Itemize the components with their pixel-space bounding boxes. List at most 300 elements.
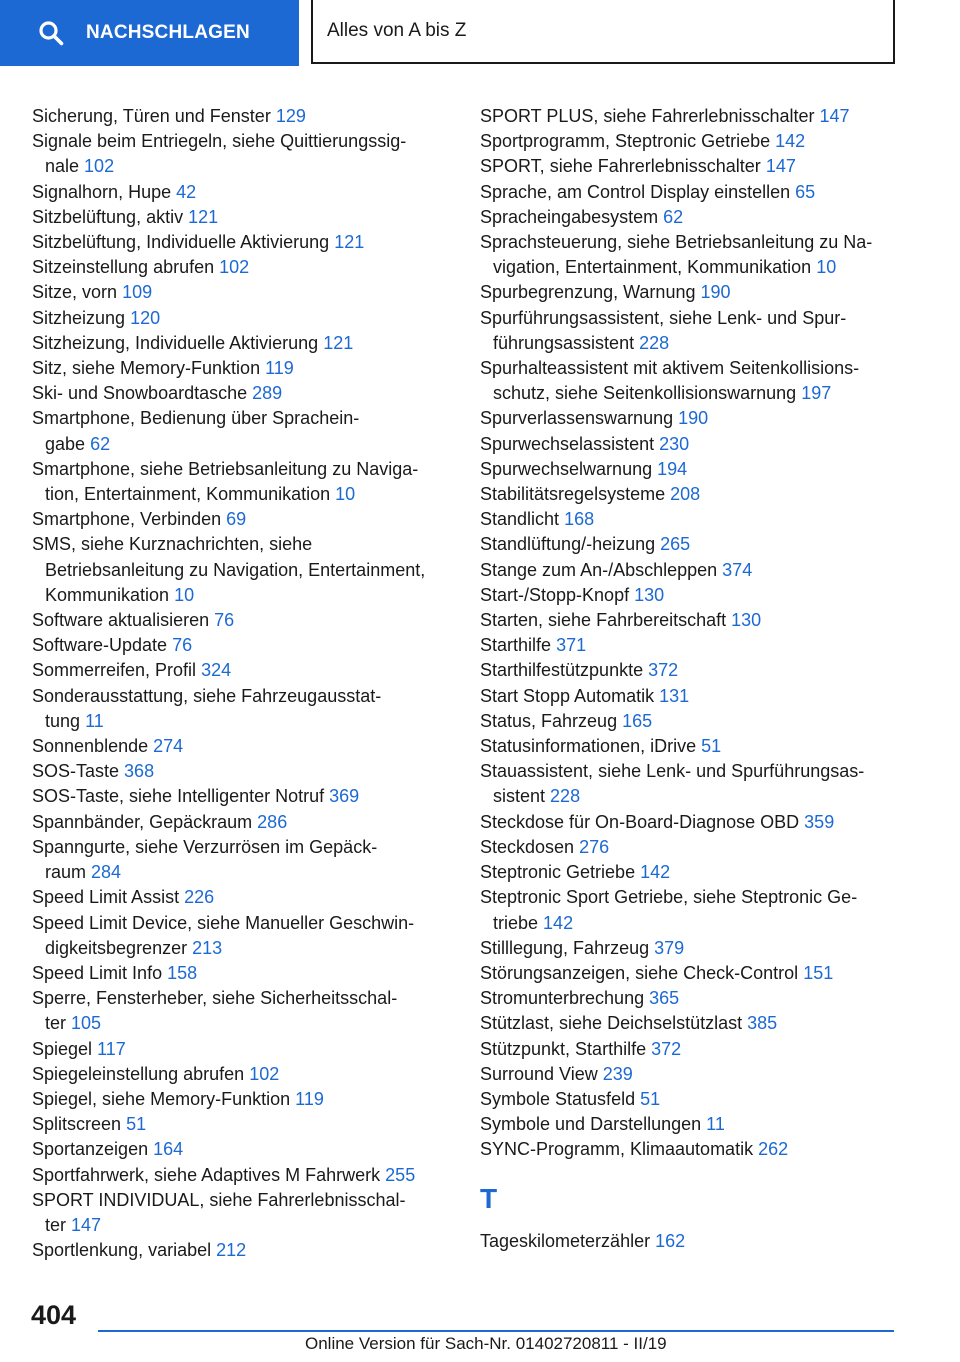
index-entry-term: SOS-Taste	[32, 761, 120, 782]
page-reference-link[interactable]: 11	[85, 710, 104, 731]
index-entry-line	[32, 306, 452, 331]
index-entry-line	[480, 885, 900, 910]
index-entry-term: Sitzheizung, Individuelle Aktivierung	[32, 332, 319, 353]
index-entry	[480, 280, 900, 305]
page-reference-link[interactable]: 359	[804, 811, 835, 832]
page-reference-link[interactable]: 119	[265, 358, 294, 379]
index-entry-line	[480, 255, 900, 280]
index-entry-term: Smartphone, siehe Betriebsanleitung zu Naviga-	[32, 458, 419, 479]
index-entry-line	[480, 507, 900, 532]
page-reference-link[interactable]: 117	[97, 1038, 126, 1059]
page-reference-link[interactable]: 226	[184, 887, 215, 908]
page-reference-link[interactable]: 374	[722, 559, 753, 580]
index-entry-term: Speed Limit Assist	[32, 887, 180, 908]
index-entry	[480, 885, 900, 935]
page-reference-link[interactable]: 158	[167, 962, 198, 983]
index-entry	[480, 734, 900, 759]
index-entry-term: SYNC-Programm, Klimaautomatik	[480, 1139, 754, 1160]
index-entry	[32, 633, 452, 658]
page-reference-link[interactable]: 324	[201, 660, 232, 681]
index-entry-line	[480, 608, 900, 633]
index-column-left	[32, 104, 452, 1263]
index-entry-line	[480, 860, 900, 885]
index-entry	[32, 356, 452, 381]
index-entry-term: Stützpunkt, Starthilfe	[480, 1038, 647, 1059]
index-entry-line	[480, 911, 900, 936]
index-entry	[32, 457, 452, 507]
index-entry-line	[32, 633, 452, 658]
page-reference-link[interactable]: 212	[216, 1240, 247, 1261]
index-entry-line	[32, 961, 452, 986]
index-entry-line	[32, 784, 452, 809]
page-reference-link[interactable]: 165	[622, 710, 653, 731]
index-entry	[480, 558, 900, 583]
index-entry	[480, 205, 900, 230]
page-reference-link[interactable]: 142	[640, 862, 671, 883]
page-reference-link[interactable]: 105	[71, 1013, 102, 1034]
index-entry-line	[480, 1229, 900, 1254]
index-entry-line	[32, 759, 452, 784]
index-entry	[32, 104, 452, 129]
index-entry-term: Signalhorn, Hupe	[32, 181, 172, 202]
index-entry	[480, 1011, 900, 1036]
index-entry-term: Speed Limit Info	[32, 962, 163, 983]
index-entry-line	[32, 507, 452, 532]
index-entry-line	[480, 1062, 900, 1087]
page-reference-link[interactable]: 190	[678, 408, 709, 429]
page-reference-link[interactable]: 147	[71, 1214, 102, 1235]
page-reference-link[interactable]: 385	[747, 1013, 778, 1034]
index-entry-line	[480, 784, 900, 809]
index-entry	[480, 658, 900, 683]
page-reference-link[interactable]: 276	[579, 836, 610, 857]
index-entry	[32, 1163, 452, 1188]
index-entries-right	[480, 104, 900, 1163]
page-reference-link[interactable]: 365	[649, 988, 680, 1009]
page-reference-link[interactable]: 130	[731, 610, 762, 631]
page-reference-link[interactable]: 51	[126, 1114, 147, 1135]
index-entry-term: Ski- und Snowboardtasche	[32, 383, 248, 404]
page-reference-link[interactable]: 102	[84, 156, 115, 177]
index-entry-line	[32, 1213, 452, 1238]
index-entry-term: Steckdosen	[480, 836, 575, 857]
index-entry-term: sistent	[493, 786, 546, 807]
page-reference-link[interactable]: 130	[634, 584, 665, 605]
index-entry	[480, 961, 900, 986]
page-reference-link[interactable]: 228	[639, 332, 670, 353]
index-entry	[480, 1087, 900, 1112]
index-entry	[32, 129, 452, 179]
index-entry	[32, 1087, 452, 1112]
index-entry-line	[480, 734, 900, 759]
index-entry	[480, 482, 900, 507]
page-reference-link[interactable]: 230	[659, 433, 690, 454]
index-entry-term: Sportlenkung, variabel	[32, 1240, 212, 1261]
index-entry-term: raum	[45, 862, 87, 883]
index-entry	[32, 381, 452, 406]
index-entry	[32, 784, 452, 809]
page-reference-link[interactable]: 69	[226, 509, 247, 530]
page-reference-link[interactable]: 190	[700, 282, 731, 303]
index-entry-term: tung	[45, 710, 81, 731]
page-reference-link[interactable]: 65	[795, 181, 816, 202]
index-entry-term: Spurwechselwarnung	[480, 458, 653, 479]
index-entry-line	[32, 1137, 452, 1162]
index-entry-term: Start-/Stopp-Knopf	[480, 584, 630, 605]
index-entry-line	[32, 154, 452, 179]
index-entry-term: Sprache, am Control Display einstellen	[480, 181, 791, 202]
header	[0, 0, 960, 66]
index-entry	[32, 684, 452, 734]
index-entry-term: Spurführungsassistent, siehe Lenk- und Spur-	[480, 307, 847, 328]
index-entry	[32, 205, 452, 230]
index-entry-term: Sportfahrwerk, siehe Adaptives M Fahrwerk	[32, 1164, 381, 1185]
index-entry-line	[32, 911, 452, 936]
index-entry-term: Sitzheizung	[32, 307, 126, 328]
index-entry-term: führungsassistent	[493, 332, 635, 353]
index-entry	[480, 633, 900, 658]
index-entry-line	[32, 810, 452, 835]
index-entry-line	[480, 1011, 900, 1036]
index-entry-line	[32, 230, 452, 255]
index-entry-line	[32, 860, 452, 885]
index-entry	[480, 306, 900, 356]
page-reference-link[interactable]: 265	[660, 534, 691, 555]
index-entry	[32, 331, 452, 356]
index-entry-term: Stützlast, siehe Deichselstützlast	[480, 1013, 743, 1034]
search-tab-label: NACHSCHLAGEN	[86, 22, 250, 43]
index-entry-term: ter	[45, 1214, 67, 1235]
index-entry-term: Starthilfe	[480, 635, 552, 656]
index-entry-line	[480, 381, 900, 406]
index-entry-line	[32, 936, 452, 961]
index-entry-line	[32, 532, 452, 557]
page-reference-link[interactable]: 255	[385, 1164, 416, 1185]
index-entry-line	[32, 432, 452, 457]
index-entry-line	[32, 986, 452, 1011]
index-entry	[32, 1188, 452, 1238]
index-entry	[480, 457, 900, 482]
page-reference-link[interactable]: 368	[124, 761, 155, 782]
page-reference-link[interactable]: 102	[219, 257, 250, 278]
index-entry	[480, 180, 900, 205]
index-entry-line	[32, 658, 452, 683]
index-entry-line	[480, 230, 900, 255]
index-entry-term: Steptronic Sport Getriebe, siehe Steptronic Ge-	[480, 887, 858, 908]
page-reference-link[interactable]: 42	[176, 181, 197, 202]
page-reference-link[interactable]: 76	[214, 610, 235, 631]
index-entry-line	[480, 406, 900, 431]
index-entry	[32, 507, 452, 532]
index-entry-line	[32, 129, 452, 154]
index-column-right	[480, 104, 900, 1254]
index-entry-term: SPORT INDIVIDUAL, siehe Fahrerlebnisschal-	[32, 1189, 406, 1210]
page-reference-link[interactable]: 142	[543, 912, 574, 933]
index-entry-term: Sprachsteuerung, siehe Betriebsanleitung zu Na-	[480, 232, 873, 253]
index-entry	[32, 532, 452, 608]
index-entry-line	[32, 180, 452, 205]
index-entry-line	[32, 205, 452, 230]
index-entry-line	[480, 180, 900, 205]
page-reference-link[interactable]: 51	[640, 1088, 661, 1109]
page-reference-link[interactable]: 284	[91, 862, 122, 883]
page-reference-link[interactable]: 369	[329, 786, 360, 807]
page-reference-link[interactable]: 289	[252, 383, 283, 404]
index-entry-line	[480, 331, 900, 356]
index-entry-line	[32, 835, 452, 860]
index-entry-term: Spiegel, siehe Memory-Funktion	[32, 1088, 291, 1109]
index-entry-line	[480, 658, 900, 683]
page-reference-link[interactable]: 62	[663, 206, 684, 227]
index-entry-line	[32, 1062, 452, 1087]
index-entry-term: Sitzeinstellung abrufen	[32, 257, 215, 278]
page-reference-link[interactable]: 147	[819, 106, 850, 126]
page-reference-link[interactable]: 162	[655, 1230, 686, 1251]
page-reference-link[interactable]: 76	[172, 635, 193, 656]
index-entry-term: Splitscreen	[32, 1114, 122, 1135]
index-entry-line	[480, 1112, 900, 1137]
index-entry-line	[480, 583, 900, 608]
page-reference-link[interactable]: 121	[188, 206, 219, 227]
index-entry-line	[32, 885, 452, 910]
index-entry-line	[32, 1163, 452, 1188]
page-reference-link[interactable]: 121	[323, 332, 354, 353]
index-entry-term: Standlüftung/-heizung	[480, 534, 656, 555]
page-reference-link[interactable]: 194	[657, 458, 688, 479]
page-reference-link[interactable]: 51	[701, 736, 722, 757]
index-entry-line	[480, 810, 900, 835]
footer-version-text: Online Version für Sach-Nr. 01402720811 - II/19	[305, 1334, 667, 1353]
page-reference-link[interactable]: 151	[803, 962, 834, 983]
index-entry-term: Steckdose für On-Board-Diagnose OBD	[480, 811, 800, 832]
index-entry-term: Sportprogramm, Steptronic Getriebe	[480, 131, 771, 152]
index-entry-term: Spracheingabesystem	[480, 206, 659, 227]
page-reference-link[interactable]: 371	[556, 635, 587, 656]
index-entry-term: Software-Update	[32, 635, 168, 656]
index-entry-line	[480, 961, 900, 986]
index-entry-term: schutz, siehe Seitenkollisionswarnung	[493, 383, 797, 404]
page-reference-link[interactable]: 262	[758, 1139, 789, 1160]
index-entry-term: digkeitsbegrenzer	[45, 937, 188, 958]
index-entry	[480, 986, 900, 1011]
index-entry-line	[480, 759, 900, 784]
page-reference-link[interactable]: 10	[335, 484, 356, 505]
index-entry-line	[32, 608, 452, 633]
page-reference-link[interactable]: 121	[334, 232, 365, 253]
index-entry-line	[32, 356, 452, 381]
index-entry-line	[480, 633, 900, 658]
index-entry	[480, 936, 900, 961]
index-entry-line	[480, 532, 900, 557]
index-entry	[32, 835, 452, 885]
index-entry	[480, 1037, 900, 1062]
index-entry-term: Spurwechselassistent	[480, 433, 655, 454]
page-reference-link[interactable]: 10	[816, 257, 837, 278]
index-entry-line	[480, 936, 900, 961]
index-entry	[480, 835, 900, 860]
index-entry-term: tion, Entertainment, Kommunikation	[45, 484, 331, 505]
page-reference-link[interactable]: 379	[654, 937, 685, 958]
page-reference-link[interactable]: 213	[192, 937, 223, 958]
page-reference-link[interactable]: 372	[651, 1038, 682, 1059]
index-entry-term: Spiegeleinstellung abrufen	[32, 1063, 245, 1084]
index-entry	[480, 507, 900, 532]
index-entry	[480, 608, 900, 633]
search-icon	[38, 20, 64, 46]
index-entry-term: Betriebsanleitung zu Navigation, Entertainment,	[45, 559, 426, 580]
page-reference-link[interactable]: 286	[257, 811, 288, 832]
index-entry	[480, 1137, 900, 1162]
page-reference-link[interactable]: 119	[295, 1088, 324, 1109]
index-entry-line	[32, 1037, 452, 1062]
index-entry-line	[32, 558, 452, 583]
index-entry	[32, 180, 452, 205]
index-entry-term: Spiegel	[32, 1038, 93, 1059]
index-entry-term: Status, Fahrzeug	[480, 710, 618, 731]
index-entry-line	[32, 255, 452, 280]
index-entry-line	[32, 381, 452, 406]
index-entry-term: Sonnenblende	[32, 736, 149, 757]
search-tab[interactable]	[0, 0, 299, 66]
index-entry	[32, 734, 452, 759]
index-entry	[480, 1229, 900, 1254]
index-entry-term: Stabilitätsregelsysteme	[480, 484, 666, 505]
index-entry-line	[480, 356, 900, 381]
index-entry-term: Tageskilometerzähler	[480, 1230, 651, 1251]
index-entry-line	[32, 104, 452, 129]
index-entry-line	[32, 457, 452, 482]
index-entry	[32, 280, 452, 305]
index-entry-term: Steptronic Getriebe	[480, 862, 636, 883]
index-entry	[32, 1112, 452, 1137]
page-reference-link[interactable]: 164	[153, 1139, 184, 1160]
index-entry-term: Stauassistent, siehe Lenk- und Spurführungsas-	[480, 761, 865, 782]
page-reference-link[interactable]: 120	[130, 307, 161, 328]
index-entry-line	[32, 331, 452, 356]
index-entry	[32, 885, 452, 910]
index-entry	[32, 230, 452, 255]
index-entry-line	[480, 986, 900, 1011]
index-entry-line	[480, 205, 900, 230]
page-reference-link[interactable]: 102	[249, 1063, 280, 1084]
index-entry-term: Spurhalteassistent mit aktivem Seitenkollisions-	[480, 358, 860, 379]
page-reference-link[interactable]: 131	[659, 685, 690, 706]
index-entry-term: Speed Limit Device, siehe Manueller Geschwin-	[32, 912, 415, 933]
index-entry-term: vigation, Entertainment, Kommunikation	[493, 257, 812, 278]
index-entry-term: Kommunikation	[45, 584, 170, 605]
index-entry-line	[480, 306, 900, 331]
page-reference-link[interactable]: 62	[90, 433, 111, 454]
index-entry	[480, 406, 900, 431]
index-entry-term: Sitz, siehe Memory-Funktion	[32, 358, 261, 379]
index-entry-term: Sicherung, Türen und Fenster	[32, 106, 271, 126]
index-entry-term: Sommerreifen, Profil	[32, 660, 197, 681]
index-entry-line	[32, 1238, 452, 1263]
index-entry	[480, 810, 900, 835]
page-reference-link[interactable]: 109	[122, 282, 153, 303]
index-entry-term: Standlicht	[480, 509, 560, 530]
index-entry-term: Sportanzeigen	[32, 1139, 149, 1160]
index-entry-term: SPORT, siehe Fahrerlebnisschalter	[480, 156, 761, 177]
index-entry-line	[480, 1087, 900, 1112]
index-entry-term: Symbole und Darstellungen	[480, 1114, 702, 1135]
index-entry-term: Stromunterbrechung	[480, 988, 645, 1009]
index-entry-line	[480, 280, 900, 305]
page-reference-link[interactable]: 142	[775, 131, 806, 152]
section-letter-t: T	[480, 1182, 498, 1214]
index-entry-line	[32, 1188, 452, 1213]
index-entry	[480, 1062, 900, 1087]
index-entry-line	[480, 432, 900, 457]
index-entry	[480, 104, 900, 129]
index-entry	[480, 583, 900, 608]
index-entry-term: Spannbänder, Gepäckraum	[32, 811, 253, 832]
index-entry-line	[32, 1011, 452, 1036]
index-entry-term: Smartphone, Bedienung über Sprachein-	[32, 408, 360, 429]
index-entry	[32, 608, 452, 633]
index-entry-line	[32, 734, 452, 759]
index-entry	[480, 432, 900, 457]
index-entry	[32, 658, 452, 683]
index-entry-term: Stilllegung, Fahrzeug	[480, 937, 650, 958]
index-entry-term: Software aktualisieren	[32, 610, 210, 631]
page-reference-link[interactable]: 147	[765, 156, 796, 177]
index-entry	[32, 1037, 452, 1062]
index-entry-line	[480, 684, 900, 709]
page-reference-link[interactable]: 168	[564, 509, 595, 530]
index-entry-term: Spanngurte, siehe Verzurrösen im Gepäck-	[32, 836, 378, 857]
index-entry	[480, 356, 900, 406]
index-entry-term: nale	[45, 156, 80, 177]
index-entry-term: ter	[45, 1013, 67, 1034]
index-entry	[32, 255, 452, 280]
page-number: 404	[31, 1300, 77, 1330]
index-entry	[32, 986, 452, 1036]
index-entry-term: Starthilfestützpunkte	[480, 660, 644, 681]
page-reference-link[interactable]: 10	[174, 584, 195, 605]
index-entry-line	[480, 1137, 900, 1162]
page-reference-link[interactable]: 239	[602, 1063, 633, 1084]
index-entry	[480, 684, 900, 709]
breadcrumb	[311, 0, 895, 64]
page-reference-link[interactable]: 372	[648, 660, 679, 681]
index-entry	[480, 1112, 900, 1137]
index-entry-line	[32, 583, 452, 608]
index-entry	[32, 911, 452, 961]
index-entry-term: SOS-Taste, siehe Intelligenter Notruf	[32, 786, 325, 807]
index-entry-term: Sitzbelüftung, Individuelle Aktivierung	[32, 232, 330, 253]
page-reference-link[interactable]: 274	[153, 736, 184, 757]
page-reference-link[interactable]: 11	[706, 1114, 725, 1135]
page-reference-link[interactable]: 228	[550, 786, 581, 807]
index-entry-term: Surround View	[480, 1063, 598, 1084]
index-entry-line	[480, 709, 900, 734]
index-entry-term: Start Stopp Automatik	[480, 685, 655, 706]
index-entry-term: gabe	[45, 433, 86, 454]
page-reference-link[interactable]: 208	[670, 484, 701, 505]
index-entry	[32, 306, 452, 331]
index-entry-line	[480, 1037, 900, 1062]
index-entry-term: SPORT PLUS, siehe Fahrerlebnisschalter	[480, 106, 815, 126]
index-entry-term: Statusinformationen, iDrive	[480, 736, 697, 757]
index-entry	[32, 961, 452, 986]
index-entry-term: Symbole Statusfeld	[480, 1088, 636, 1109]
index-entry-line	[32, 684, 452, 709]
index-entry-line	[480, 558, 900, 583]
page-reference-link[interactable]: 197	[801, 383, 832, 404]
page-reference-link[interactable]: 129	[275, 106, 306, 126]
index-entry-line	[32, 406, 452, 431]
